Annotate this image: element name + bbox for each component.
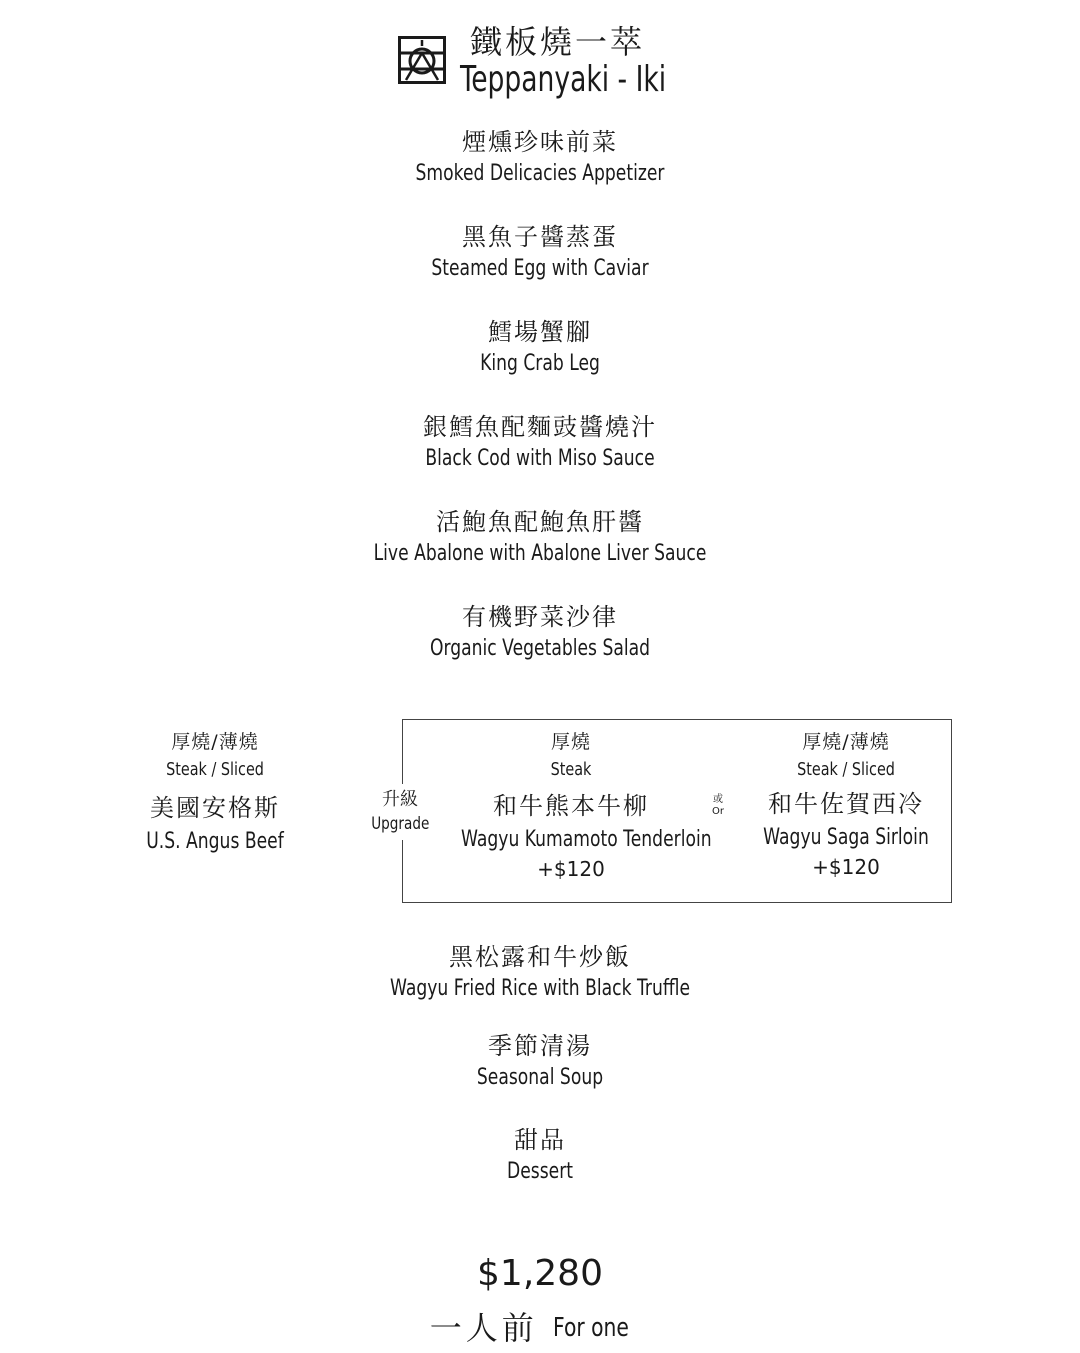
course-name-english: Seasonal Soup — [476, 1065, 604, 1090]
beef-name-chinese: 和牛佐賀西冷 — [768, 790, 924, 818]
course-item — [290, 1123, 790, 1187]
course-name-english: Steamed Egg with Caviar — [431, 256, 649, 281]
course-name-english: Dessert — [506, 1159, 573, 1184]
cut-style-english: Steak — [550, 759, 592, 780]
beef-name-english: Wagyu Saga Sirloin — [763, 825, 929, 850]
course-name-chinese: 黑松露和牛炒飯 — [449, 943, 631, 971]
cut-style-chinese: 厚燒/薄燒 — [802, 731, 890, 753]
course-name-chinese: 甜品 — [514, 1126, 566, 1154]
upgrade-option-sirloin — [736, 728, 956, 880]
course-name-chinese: 活鮑魚配鮑魚肝醬 — [436, 508, 644, 536]
or-chinese: 或 — [713, 794, 723, 805]
course-item — [290, 1029, 790, 1093]
per-person-chinese: 一人前 — [429, 1309, 538, 1347]
upgrade-price: +$120 — [537, 857, 605, 881]
course-name-english: Wagyu Fried Rice with Black Truffle — [389, 976, 691, 1001]
course-item — [290, 410, 790, 474]
beef-name-chinese: 和牛熊本牛柳 — [493, 792, 649, 820]
set-price: $1,280 — [477, 1253, 603, 1294]
upgrade-label-chinese: 升級 — [382, 789, 418, 810]
upgrade-label — [364, 784, 436, 840]
course-name-english: Black Cod with Miso Sauce — [425, 446, 655, 471]
beef-name-chinese: 美國安格斯 — [150, 794, 280, 822]
beef-name-english: Wagyu Kumamoto Tenderloin — [461, 827, 712, 852]
upgrade-price: +$120 — [812, 855, 880, 879]
course-name-chinese: 鱈場蟹腳 — [488, 318, 592, 346]
or-separator — [706, 794, 730, 818]
main-course-default — [120, 728, 310, 858]
upgrade-label-english: Upgrade — [371, 814, 430, 834]
course-item — [290, 315, 790, 379]
or-english: Or — [712, 806, 724, 817]
course-item — [290, 940, 790, 1004]
course-item — [290, 125, 790, 189]
cut-style-english: Steak / Sliced — [166, 759, 264, 780]
course-name-chinese: 有機野菜沙律 — [462, 603, 618, 631]
cut-style-chinese: 厚燒 — [550, 731, 591, 753]
course-name-english: Live Abalone with Abalone Liver Sauce — [373, 541, 707, 566]
course-name-chinese: 黑魚子醬蒸蛋 — [462, 223, 618, 251]
upgrade-option-tenderloin — [430, 728, 712, 882]
per-person-label — [380, 1306, 700, 1350]
beef-name-english: U.S. Angus Beef — [146, 829, 284, 854]
restaurant-title-chinese: 鐵板燒一萃 — [470, 23, 646, 61]
course-item — [290, 600, 790, 664]
course-name-english: Smoked Delicacies Appetizer — [415, 161, 665, 186]
course-name-english: King Crab Leg — [480, 351, 600, 376]
restaurant-title-english: Teppanyaki - Iki — [460, 59, 667, 100]
course-name-chinese: 銀鱈魚配麵豉醬燒汁 — [423, 413, 657, 441]
cut-style-chinese: 厚燒/薄燒 — [171, 731, 259, 753]
per-person-english: For one — [552, 1313, 629, 1343]
course-name-chinese: 季節清湯 — [488, 1032, 592, 1060]
course-name-english: Organic Vegetables Salad — [429, 636, 651, 661]
cut-style-english: Steak / Sliced — [797, 759, 895, 780]
course-name-chinese: 煙燻珍味前菜 — [462, 128, 618, 156]
course-item — [290, 220, 790, 284]
teppanyaki-logo-icon — [398, 36, 446, 84]
course-item — [290, 505, 790, 569]
